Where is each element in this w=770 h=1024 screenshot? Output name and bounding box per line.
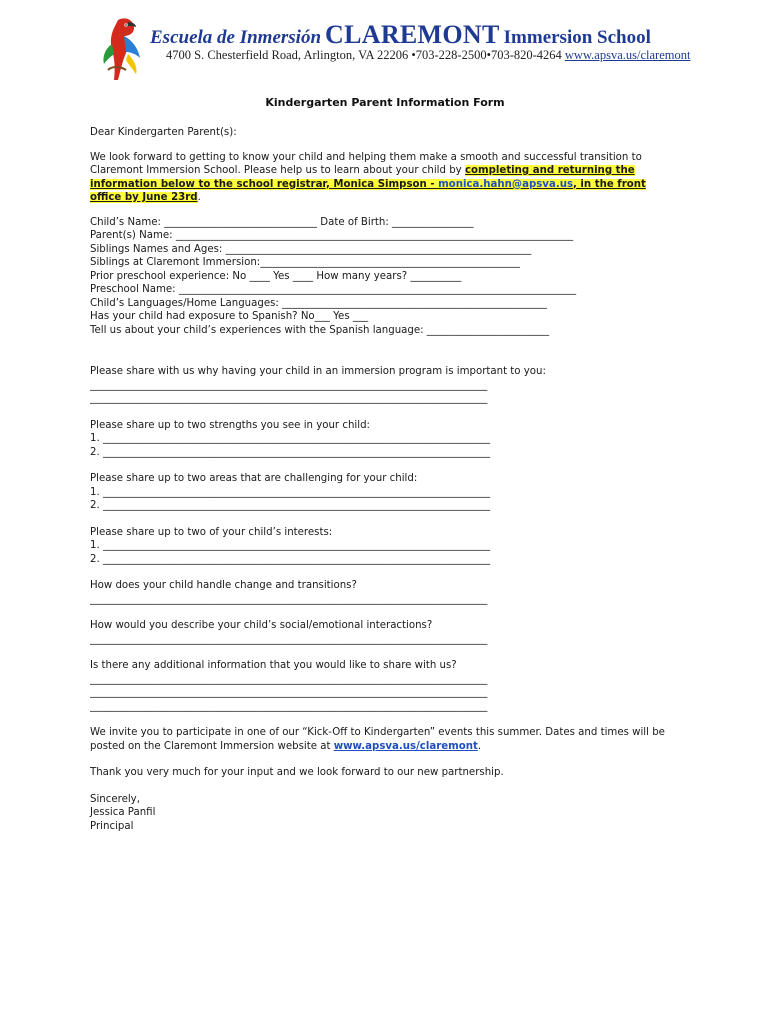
field-spanish-exposure[interactable]: Has your child had exposure to Spanish? No___ Yes ___ (90, 311, 369, 322)
question-change: How does your child handle change and transitions? (90, 580, 357, 591)
answer-line[interactable]: ______________________________________________________________________________ (90, 687, 488, 698)
answer-line[interactable]: ______________________________________________________________________________ (90, 673, 488, 685)
question-strengths: Please share up to two strengths you see in your child: (90, 419, 370, 431)
form-title: Kindergarten Parent Information Form (265, 96, 505, 109)
intro-paragraph: We look forward to getting to know your child and helping them make a smooth and successful transition to Claremont Immersion School. Please help us to learn about your child by completing and returning the information below to the school registrar, Monica Simpson - monica.hahn@apsva.us, in the front office by June 23rd. (90, 151, 646, 203)
form-body (90, 126, 675, 833)
question-interests: Please share up to two of your child’s interests: (90, 526, 333, 538)
answer-line-2[interactable]: 2. ____________________________________________________________________________ (90, 553, 491, 565)
question-social: How would you describe your child’s social/emotional interactions? (90, 620, 433, 631)
answer-line[interactable]: ______________________________________________________________________________ (90, 379, 488, 391)
registrar-email-link[interactable]: monica.hahn@apsva.us (438, 178, 574, 190)
question-immersion: Please share with us why having your child in an immersion program is important to you: (90, 366, 546, 377)
school-website-link[interactable]: www.apsva.us/claremont (564, 48, 691, 62)
spanish-school-name: Escuela de Inmersión (150, 27, 322, 48)
child-info-fields (90, 216, 675, 338)
intro-text: We look forward to getting to know your child and helping them make a smooth and successful transition to Claremont Immersion School. Please help us to learn about your child by (90, 151, 642, 176)
school-contact (166, 48, 690, 63)
answer-line-1[interactable]: 1. ____________________________________________________________________________ (90, 540, 491, 551)
parrot-logo-icon (98, 14, 146, 82)
intro-highlight: completing and returning the information below to the school registrar, Monica Simpson - monica.hahn@apsva.us, in the front office by June 23rd (90, 165, 646, 203)
field-preschool-experience[interactable]: Prior preschool experience: No ____ Yes ____ How many years? __________ (90, 270, 462, 282)
school-address: 4700 S. Chesterfield Road, Arlington, VA 22206 •703-228-2500•703-820-4264 (166, 48, 562, 62)
question-challenges: Please share up to two areas that are challenging for your child: (90, 473, 418, 484)
answer-line[interactable]: ______________________________________________________________________________ (90, 393, 488, 404)
answer-line[interactable]: ______________________________________________________________________________ (90, 593, 488, 605)
answer-line-2[interactable]: 2. ____________________________________________________________________________ (90, 500, 491, 511)
field-siblings[interactable]: Siblings Names and Ages: ____________________________________________________________ (90, 243, 532, 255)
answer-line-1[interactable]: 1. ____________________________________________________________________________ (90, 486, 491, 498)
answer-line-2[interactable]: 2. ____________________________________________________________________________ (90, 446, 491, 458)
invite-paragraph: We invite you to participate in one of our “Kick-Off to Kindergarten” events this summer. Dates and times will be posted on the Claremont Immersion website at www.apsva.us/claremont. (90, 727, 665, 752)
school-header (150, 20, 651, 50)
answer-line-1[interactable]: 1. ____________________________________________________________________________ (90, 433, 491, 444)
answer-line[interactable]: ______________________________________________________________________________ (90, 700, 488, 712)
website-link[interactable]: www.apsva.us/claremont (333, 740, 478, 752)
signer-title: Principal (90, 820, 134, 832)
closing: Sincerely, (90, 793, 140, 805)
greeting: Dear Kindergarten Parent(s): (90, 127, 237, 138)
signer-name: Jessica Panfil (90, 807, 156, 818)
field-siblings-claremont[interactable]: Siblings at Claremont Immersion:___________________________________________________ (90, 257, 520, 268)
field-spanish-experience[interactable]: Tell us about your child’s experiences with the Spanish language: ________________________ (90, 324, 550, 336)
english-school-name: Immersion School (503, 27, 651, 48)
thanks-text: Thank you very much for your input and we look forward to our new partnership. (90, 767, 504, 778)
answer-line[interactable]: ______________________________________________________________________________ (90, 633, 488, 645)
field-preschool-name[interactable]: Preschool Name: ______________________________________________________________________________ (90, 284, 577, 295)
school-name: CLAREMONT (325, 20, 500, 49)
field-parent-name[interactable]: Parent(s) Name: ______________________________________________________________________________ (90, 230, 574, 241)
field-child-name[interactable]: Child’s Name: ______________________________ Date of Birth: ________________ (90, 216, 474, 228)
field-languages[interactable]: Child’s Languages/Home Languages: ____________________________________________________ (90, 297, 547, 309)
question-additional: Is there any additional information that you would like to share with us? (90, 660, 457, 671)
